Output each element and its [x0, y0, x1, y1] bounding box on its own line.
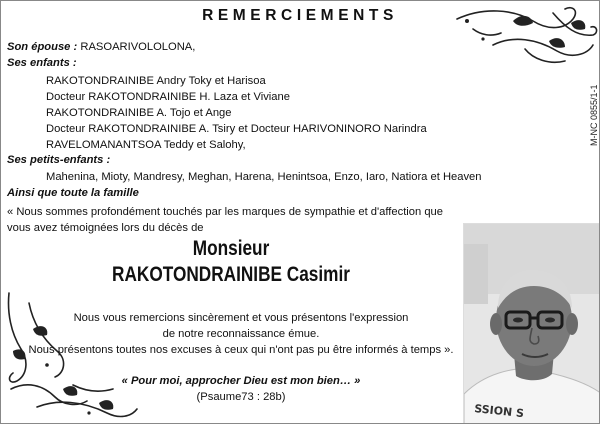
child-line: RAKOTONDRAINIBE A. Tojo et Ange	[46, 107, 232, 119]
child-line: Docteur RAKOTONDRAINIBE A. Tsiry et Docteur HARIVONINORO Narindra	[46, 123, 427, 135]
child-line: Docteur RAKOTONDRAINIBE H. Laza et Viviane	[46, 91, 290, 103]
intro-quote: « Nous sommes profondément touchés par les marques de sympathie et d'affection que vous avez témoignées lors du décès de	[7, 206, 444, 234]
deceased-title: Monsieur	[192, 237, 270, 260]
portrait-image	[464, 224, 600, 424]
spouse-label: Son épouse :	[7, 41, 78, 53]
thanks-line: Nous présentons toutes nos excuses à ceux qui n'ont pas pu être informés à temps ».	[28, 344, 454, 356]
photo-shirt-text: SSION S	[473, 402, 525, 421]
thanks-line: Nous vous remercions sincèrement et vous présentons l'expression	[73, 312, 409, 324]
portrait-photo	[463, 223, 600, 424]
page-title: REMERCIEMENTS	[202, 7, 398, 24]
deceased-name: RAKOTONDRAINIBE Casimir	[112, 263, 350, 286]
spouse-name: RASOARIVOLOLONA,	[80, 41, 196, 53]
closing-quote: « Pour moi, approcher Dieu est mon bien… »	[121, 375, 361, 387]
child-line: RAKOTONDRAINIBE Andry Toky et Harisoa	[46, 75, 266, 87]
child-line: RAVELOMANANTSOA Teddy et Salohy,	[46, 139, 246, 151]
grandchildren-list: Mahenina, Mioty, Mandresy, Meghan, Harena, Henintsoa, Enzo, Iaro, Natiora et Heaven	[46, 171, 482, 183]
grandchildren-label: Ses petits-enfants :	[7, 154, 111, 166]
thanks-line: de notre reconnaissance émue.	[162, 328, 320, 340]
family-label: Ainsi que toute la famille	[7, 187, 139, 199]
scripture-reference: (Psaume73 : 28b)	[196, 391, 286, 403]
side-code: M-NC 0855/1-1	[589, 84, 599, 146]
children-label: Ses enfants :	[7, 57, 77, 69]
spouse-line	[7, 41, 195, 53]
